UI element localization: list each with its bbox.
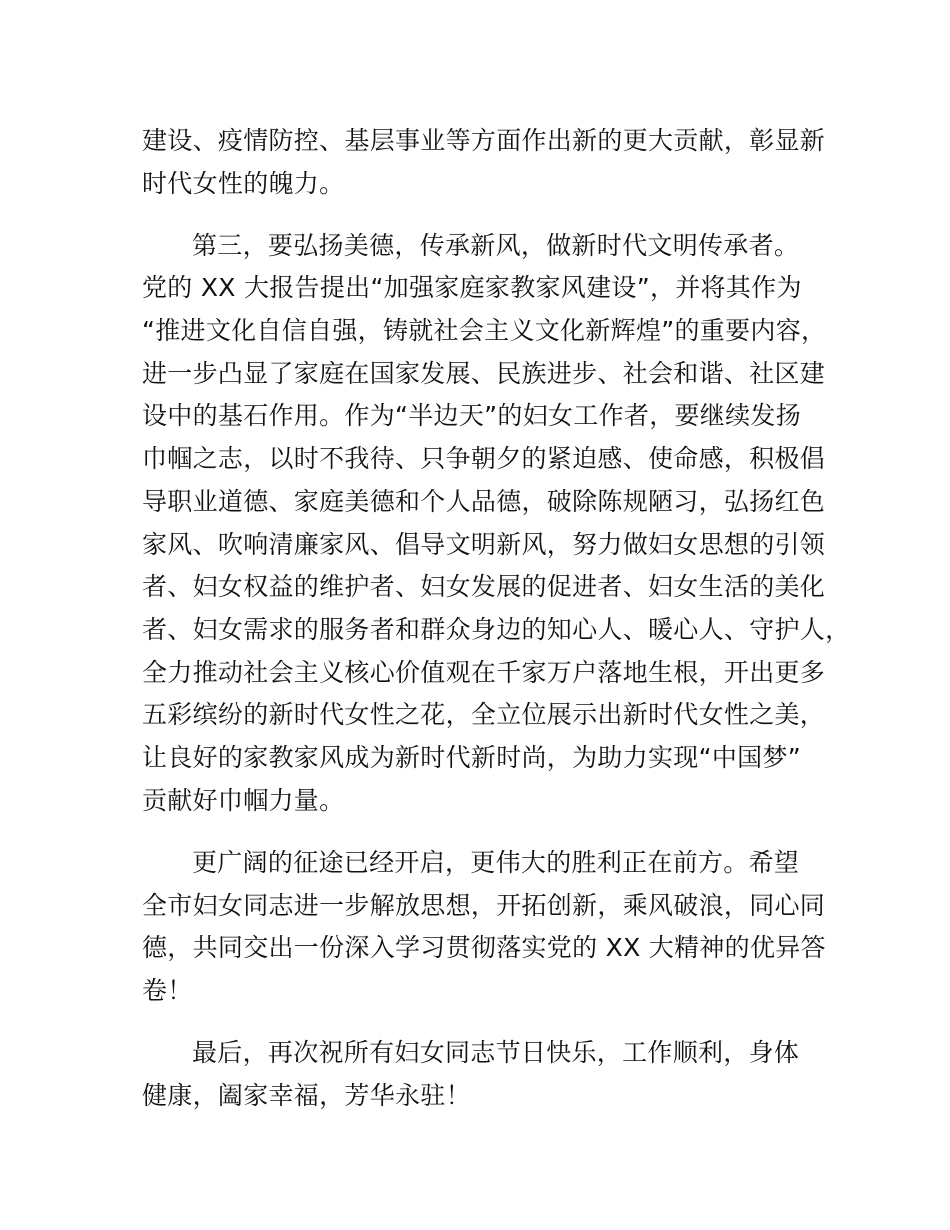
text-line: 党的 XX 大报告提出“加强家庭家教家风建设”，并将其作为 bbox=[142, 273, 802, 302]
text-line: “推进文化自信自强，铸就社会主义文化新辉煌”的重要内容， bbox=[142, 316, 827, 345]
text-line: 进一步凸显了家庭在国家发展、民族进步、社会和谐、社区建 bbox=[142, 359, 826, 388]
text-line: 家风、吹响清廉家风、倡导文明新风，努力做妇女思想的引领 bbox=[142, 530, 826, 559]
text-line: 者、妇女权益的维护者、妇女发展的促进者、妇女生活的美化 bbox=[142, 572, 826, 601]
text-line: 让良好的家教家风成为新时代新时尚，为助力实现“中国梦” bbox=[142, 743, 802, 772]
text-line: 更广阔的征途已经开启，更伟大的胜利正在前方。希望 bbox=[192, 848, 800, 877]
text-line: 健康，阖家幸福，芳华永驻！ bbox=[142, 1081, 471, 1110]
text-line: 全力推动社会主义核心价值观在千家万户落地生根，开出更多 bbox=[142, 658, 826, 687]
text-line: 建设、疫情防控、基层事业等方面作出新的更大贡献，彰显新 bbox=[142, 126, 826, 155]
text-line: 贡献好巾帼力量。 bbox=[142, 786, 345, 815]
text-line: 五彩缤纷的新时代女性之花，全立位展示出新时代女性之美， bbox=[142, 700, 826, 729]
text-line: 时代女性的魄力。 bbox=[142, 169, 345, 198]
text-line: 第三，要弘扬美德，传承新风，做新时代文明传承者。 bbox=[192, 231, 800, 260]
text-line: 导职业道德、家庭美德和个人品德，破除陈规陋习，弘扬红色 bbox=[142, 487, 826, 516]
text-line: 最后，再次祝所有妇女同志节日快乐，工作顺利，身体 bbox=[192, 1038, 800, 1067]
text-line: 德，共同交出一份深入学习贯彻落实党的 XX 大精神的优异答 bbox=[142, 933, 826, 962]
text-line: 巾帼之志，以时不我待、只争朝夕的紧迫感、使命感，积极倡 bbox=[142, 444, 826, 473]
text-line: 设中的基石作用。作为“半边天”的妇女工作者，要继续发扬 bbox=[142, 401, 802, 430]
text-line: 者、妇女需求的服务者和群众身边的知心人、暖心人、守护人， bbox=[142, 615, 851, 644]
text-line: 卷！ bbox=[142, 976, 193, 1005]
text-line: 全市妇女同志进一步解放思想，开拓创新，乘风破浪，同心同 bbox=[142, 891, 826, 920]
